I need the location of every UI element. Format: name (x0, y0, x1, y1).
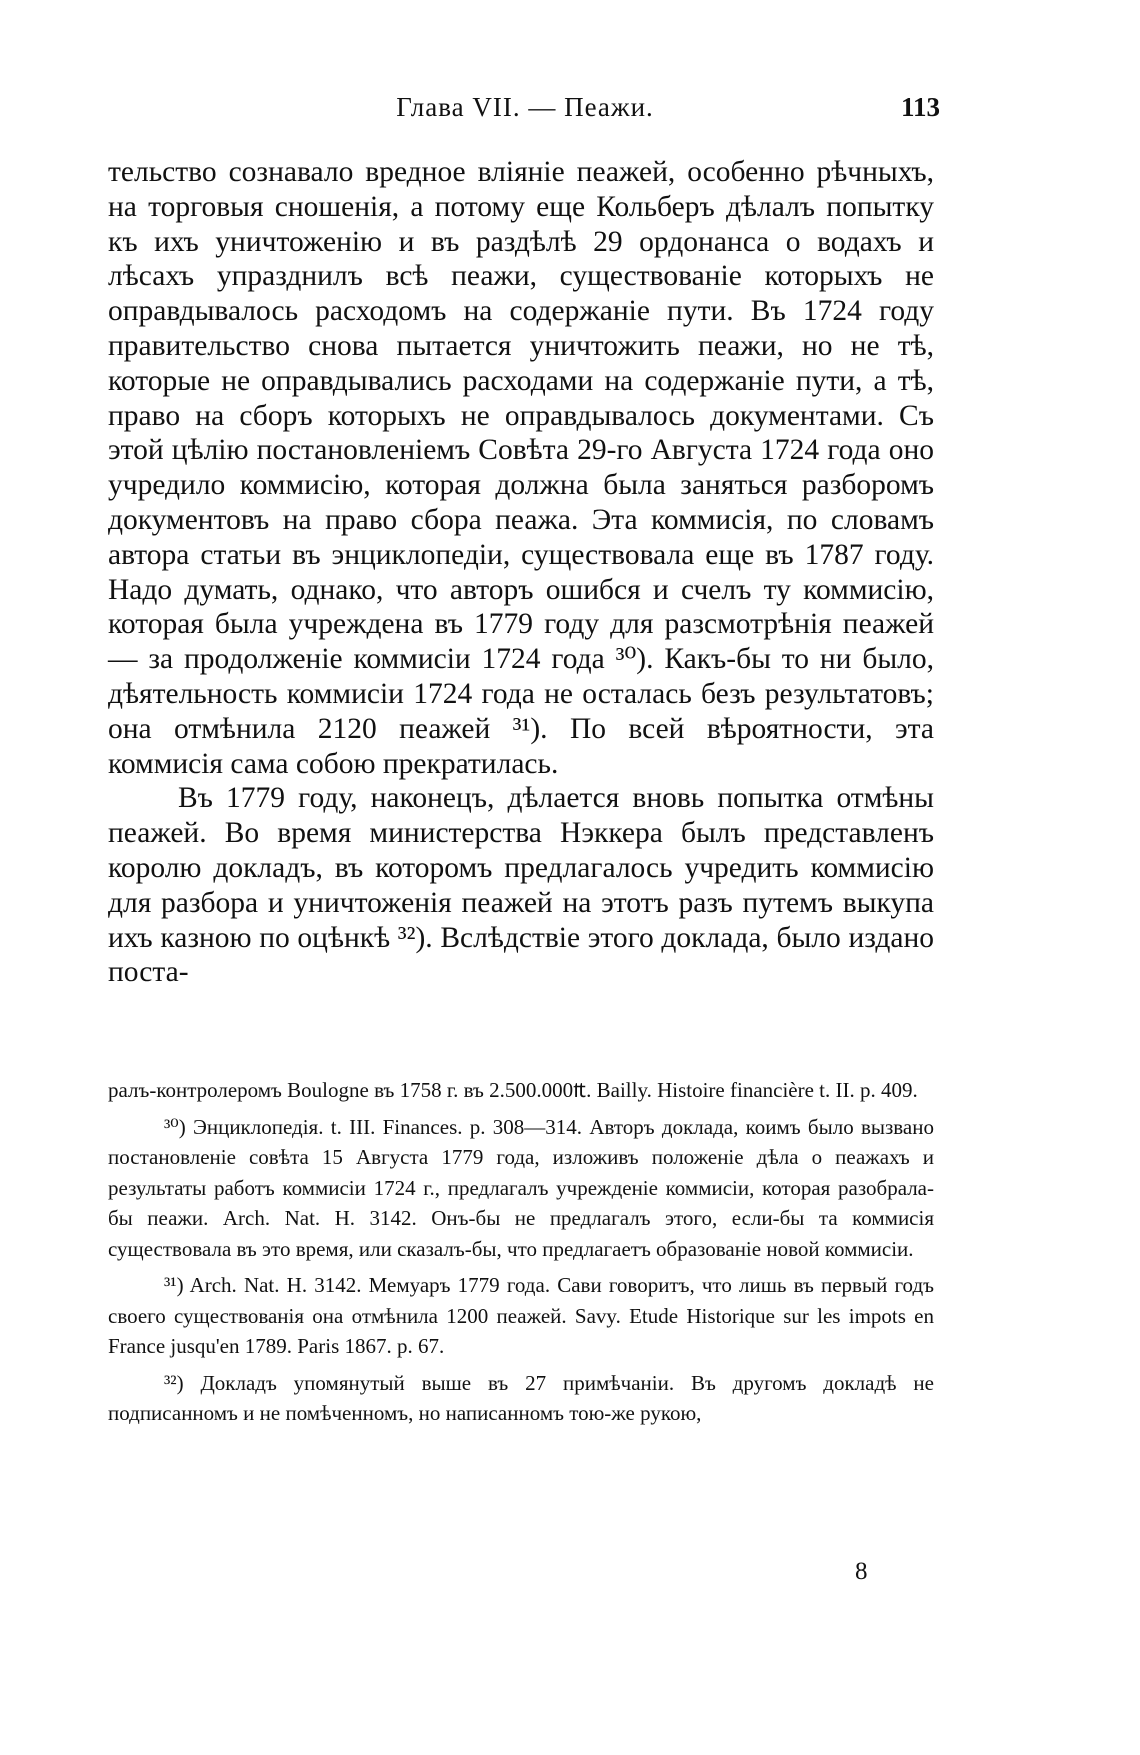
footnote-continuation: ралъ-контролеромъ Boulogne въ 1758 г. въ 2.500.000₶. Bailly. Histoire financière t. II. p. 409. (108, 1078, 918, 1102)
running-header (110, 92, 940, 132)
signature-mark: 8 (855, 1558, 868, 1585)
footnote-32: ³²) Докладъ упомянутый выше въ 27 примѣчаніи. Въ другомъ докладѣ не подписанномъ и не помѣченномъ, но написанномъ тою-же рукою, (108, 1370, 934, 1425)
page-number: 113 (900, 92, 940, 122)
main-text (108, 155, 934, 990)
paragraph: тельство сознавало вредное вліяніе пеажей, особенно рѣчныхъ, на торговыя сношенія, а потому еще Кольберъ дѣлалъ попытку къ ихъ уничтоженію и въ раздѣлѣ 29 ордонанса о водахъ и лѣсахъ упразднилъ всѣ пеажи, существованіе которыхъ не оправдывалось расходомъ на содержаніе пути. Въ 1724 году правительство снова пытается уничтожить пеажи, но не тѣ, которые не оправдывались расходами на содержаніе пути, а тѣ, право на сборъ которыхъ не оправдывалось документами. Съ этой цѣлію постановленіемъ Совѣта 29-го Августа 1724 года оно учредило коммисію, которая должна была заняться разборомъ документовъ на право сбора пеажа. Эта коммисія, по словамъ автора статьи въ энциклопедіи, существовала еще въ 1787 году. Надо думать, однако, что авторъ ошибся и счелъ ту коммисію, которая была учреждена въ 1779 году для разсмотрѣнія пеажей — за продолженіе коммисіи 1724 года ³⁰). Какъ-бы то ни было, дѣятельность коммисіи 1724 года не осталась безъ результатовъ; она отмѣнила 2120 пеажей ³¹). По всей вѣроятности, эта коммисія сама собою прекратилась. (108, 156, 934, 780)
paragraph: Въ 1779 году, наконецъ, дѣлается вновь попытка отмѣны пеажей. Во время министерства Нэккера былъ представленъ королю докладъ, въ которомъ предлагалось учредить коммисію для разбора и уничтоженія пеажей на этотъ разъ путемъ выкупа ихъ казною по оцѣнкѣ ³²). Вслѣдствіе этого доклада, было издано поста- (108, 782, 934, 989)
footnote-31: ³¹) Arch. Nat. H. 3142. Мемуаръ 1779 года. Сави говоритъ, что лишь въ первый годъ своего существованія она отмѣнила 1200 пеажей. Savy. Etude Historique sur les impots en France jusqu'en 1789. Paris 1867. p. 67. (108, 1273, 934, 1358)
footnote-30: ³⁰) Энциклопедія. t. III. Finances. p. 308—314. Авторъ доклада, коимъ было вызвано постановленіе совѣта 15 Августа 1779 года, изложивъ положеніе дѣла о пеажахъ и результаты работъ коммисіи 1724 г., предлагалъ учрежденіе коммисіи, которая разобрала-бы пеажи. Arch. Nat. H. 3142. Онъ-бы не предлагалъ этого, если-бы та коммисія существовала въ это время, или сказалъ-бы, что предлагаетъ образованіе новой коммисіи. (108, 1114, 934, 1261)
footnotes (108, 1075, 934, 1435)
chapter-title: Глава VII. — Пеажи. (396, 92, 654, 122)
